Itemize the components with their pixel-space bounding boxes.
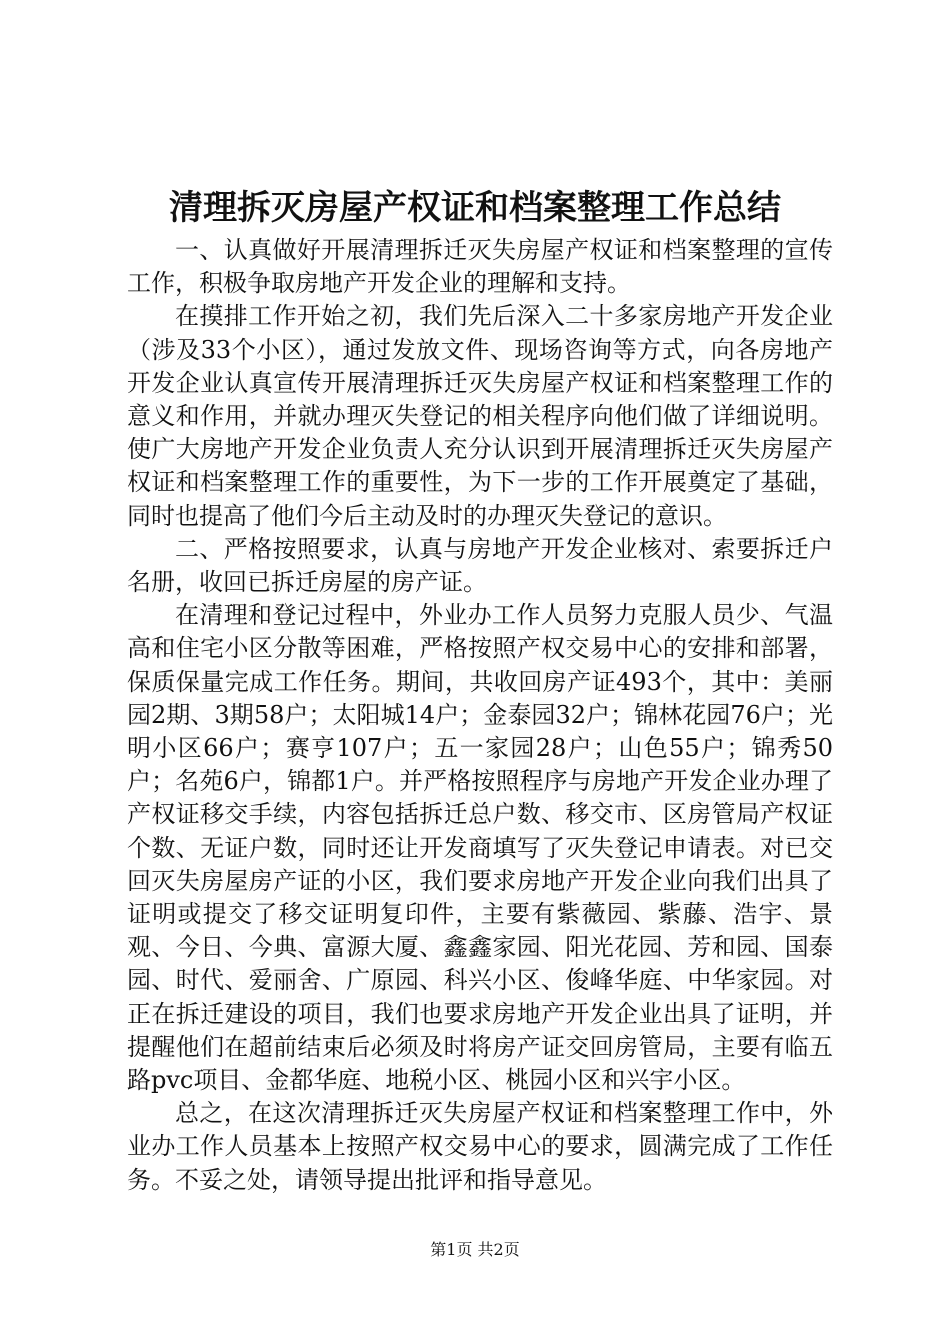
page-number-footer: 第1页 共2页 xyxy=(430,1240,520,1259)
paragraph-4: 在清理和登记过程中，外业办工作人员努力克服人员少、气温高和住宅小区分散等困难，严格按照产权交易中心的安排和部署，保质保量完成工作任务。期间，共收回房产证493个，其中：美丽园2期、3期58户；太阳城14户；金泰园32户；锦林花园76户；光明小区66户；赛亨107户；五一家园28户；山色55户；锦秀50户；名苑6户，锦都1户。并严格按照程序与房地产开发企业办理了产权证移交手续，内容包括拆迁总户数、移交市、区房管局产权证个数、无证户数，同时还让开发商填写了灭失登记申请表。对已交回灭失房屋房产证的小区，我们要求房地产开发企业向我们出具了证明或提交了移交证明复印件，主要有紫薇园、紫藤、浩宇、景观、今日、今典、富源大厦、鑫鑫家园、阳光花园、芳和园、国泰园、时代、爱丽舍、广原园、科兴小区、俊峰华庭、中华家园。对正在拆迁建设的项目，我们也要求房地产开发企业出具了证明，并提醒他们在超前结束后必须及时将房产证交回房管局，主要有临五路pvc项目、金都华庭、地税小区、桃园小区和兴宇小区。 xyxy=(127,601,833,1095)
paragraph-5: 总之，在这次清理拆迁灭失房屋产权证和档案整理工作中，外业办工作人员基本上按照产权交易中心的要求，圆满完成了工作任务。不妥之处，请领导提出批评和指导意见。 xyxy=(127,1099,833,1194)
paragraph-1: 一、认真做好开展清理拆迁灭失房屋产权证和档案整理的宣传工作，积极争取房地产开发企业的理解和支持。 xyxy=(127,236,833,298)
document-body xyxy=(127,234,833,1197)
paragraph-2: 在摸排工作开始之初，我们先后深入二十多家房地产开发企业（涉及33个小区），通过发放文件、现场咨询等方式，向各房地产开发企业认真宣传开展清理拆迁灭失房屋产权证和档案整理工作的意义和作用，并就办理灭失登记的相关程序向他们做了详细说明。使广大房地产开发企业负责人充分认识到开展清理拆迁灭失房屋产权证和档案整理工作的重要性，为下一步的工作开展奠定了基础，同时也提高了他们今后主动及时的办理灭失登记的意识。 xyxy=(127,302,833,530)
document-title: 清理拆灭房屋产权证和档案整理工作总结 xyxy=(169,188,781,228)
paragraph-3: 二、严格按照要求，认真与房地产开发企业核对、索要拆迁户名册，收回已拆迁房屋的房产证。 xyxy=(127,534,833,597)
